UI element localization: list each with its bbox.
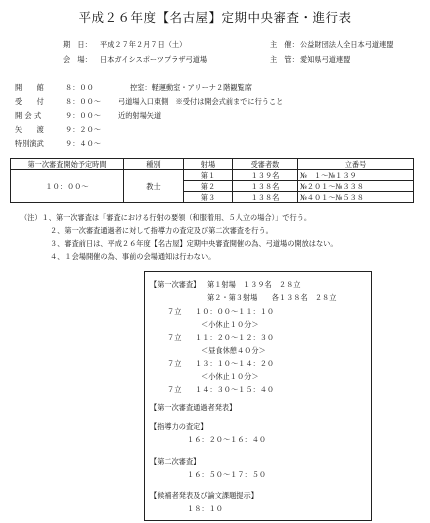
numbers-cell: № １～№１３９ — [298, 170, 414, 181]
host-value: 公益財団法人全日本弓道連盟 — [300, 40, 394, 49]
date-label: 期 日： — [63, 40, 92, 49]
page-title: 平成２６年度【名古屋】定期中央審査・進行表 — [78, 10, 352, 25]
note-item: ３、審査前日は、平成２６年度【名古屋】定期中央審査開催の為、弓道場の開放はない。 — [50, 239, 338, 248]
venue-label: 会 場： — [63, 55, 92, 64]
announce-label: 【第一次審査通過者発表】 — [150, 403, 237, 412]
final-time: １８：１０ — [187, 504, 223, 513]
slot-break: ＜小休止１０分＞ — [201, 372, 259, 381]
first-exam-line1: 第１射場 １３９名 ２８立 — [207, 280, 301, 289]
date-value: 平成２７年２月７日（土） — [100, 40, 187, 49]
numbers-cell: №４０１～№５３８ — [298, 192, 414, 203]
schedule-time: ８：００～ — [65, 97, 101, 106]
note-item: ４、１会場開催の為、事前の会場通知は行わない。 — [50, 252, 216, 261]
second-exam-time: １６：５０～１７：５０ — [187, 470, 267, 479]
schedule-label: 開 館 — [15, 83, 44, 92]
range-cell: 第３ — [184, 192, 233, 203]
start-time-cell: １０：００～ — [11, 170, 124, 203]
table-header-row — [11, 159, 414, 170]
header-category: 種別 — [124, 159, 184, 170]
venue-value: 日本ガイシスポーツプラザ弓道場 — [100, 55, 208, 64]
schedule-label: 特別演武 — [15, 139, 44, 148]
second-exam-label: 【第二次審査】 — [150, 457, 201, 466]
schedule-time: ９：４０～ — [65, 139, 101, 148]
host-label: 主 催： — [270, 40, 299, 49]
exam-table — [10, 158, 414, 203]
slot-time: １０：００～１１：１０ — [195, 307, 275, 316]
schedule-time: ９：００～ — [65, 111, 101, 120]
note-item: ２、第一次審査通過者に対して指導力の査定及び第二次審査を行う。 — [50, 226, 273, 235]
first-exam-label: 【第一次審査】 — [150, 280, 201, 289]
schedule-detail: 控室：軽運動室・アリーナ２階観覧席 — [130, 83, 252, 92]
organizer-label: 主 管： — [270, 55, 299, 64]
schedule-time: ９：２０～ — [65, 125, 101, 134]
slot-time: １４：３０～１５：４０ — [195, 385, 275, 394]
schedule-label: 開 会 式 — [15, 111, 42, 120]
slot-stands: ７立 — [167, 359, 182, 368]
guidance-time: １６：２０～１６：４０ — [187, 435, 267, 444]
schedule-time: ８：００ — [65, 83, 94, 92]
header-numbers: 立番号 — [298, 159, 414, 170]
schedule-detail: 近的射場矢道 — [118, 111, 162, 120]
final-label: 【候補者発表及び論文課題提示】 — [150, 491, 258, 500]
slot-stands: ７立 — [167, 385, 182, 394]
range-cell: 第１ — [184, 170, 233, 181]
count-cell: １３８名 — [233, 181, 298, 192]
schedule-label: 矢 渡 — [15, 125, 44, 134]
guidance-label: 【指導力の査定】 — [150, 422, 208, 431]
header-start-time: 第一次審査開始予定時間 — [11, 159, 124, 170]
slot-break: ＜小休止１０分＞ — [201, 320, 259, 329]
schedule-label: 受 付 — [15, 97, 44, 106]
header-range: 射場 — [184, 159, 233, 170]
schedule-detail: 弓道場入口東側 ※受付は開会式前までに行うこと — [118, 97, 284, 106]
note-item: （注）１、第一次審査は「審査における行射の要領（和服着用、５人立の場合）」で行う。 — [20, 213, 312, 222]
slot-time: １１：２０～１２：３０ — [195, 333, 275, 342]
count-cell: １３８名 — [233, 192, 298, 203]
header-count: 受審者数 — [233, 159, 298, 170]
slot-time: １３：１０～１４：２０ — [195, 359, 275, 368]
slot-break: ＜昼食休憩４０分＞ — [201, 346, 266, 355]
timetable-box — [144, 271, 372, 521]
range-cell: 第２ — [184, 181, 233, 192]
table-row — [11, 170, 414, 181]
slot-stands: ７立 — [167, 307, 182, 316]
category-cell: 教士 — [124, 170, 184, 203]
numbers-cell: №２０１～№３３８ — [298, 181, 414, 192]
slot-stands: ７立 — [167, 333, 182, 342]
count-cell: １３９名 — [233, 170, 298, 181]
organizer-value: 愛知県弓道連盟 — [300, 55, 351, 64]
first-exam-line2: 第２・第３射場 各１３８名 ２８立 — [207, 293, 337, 302]
